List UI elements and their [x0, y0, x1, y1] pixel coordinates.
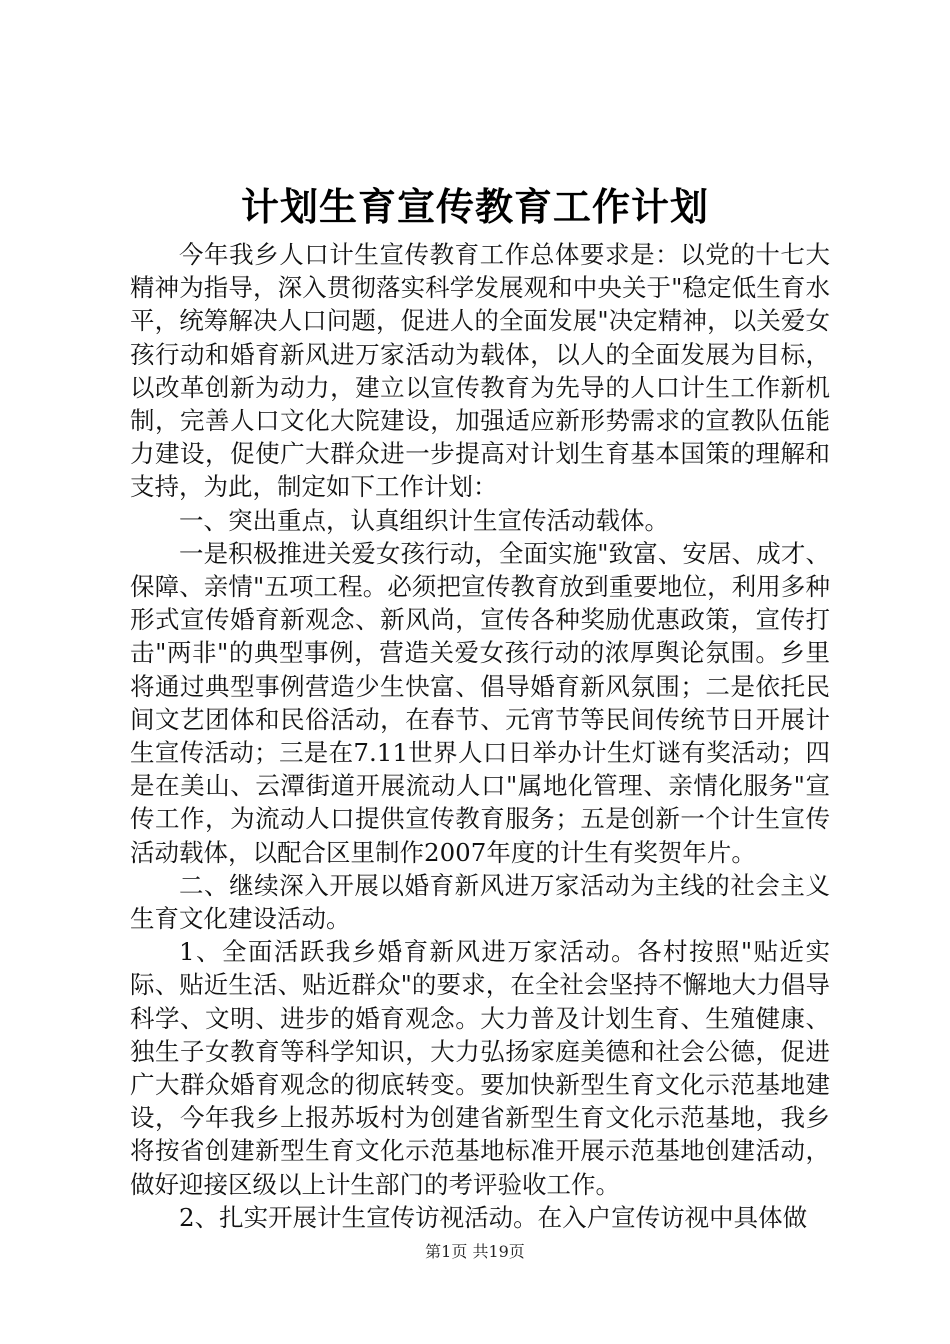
page-number-footer: 第1页 共19页	[425, 1242, 525, 1261]
paragraph: 今年我乡人口计生宣传教育工作总体要求是：以党的十七大精神为指导，深入贯彻落实科学发展观和中央关于"稳定低生育水平，统筹解决人口问题，促进人的全面发展"决定精神，以关爱女孩行动和婚育新风进万家活动为载体，以人的全面发展为目标，以改革创新为动力，建立以宣传教育为先导的人口计生工作新机制，完善人口文化大院建设，加强适应新形势需求的宣教队伍能力建设，促使广大群众进一步提高对计划生育基本国策的理解和支持，为此，制定如下工作计划：	[130, 240, 830, 502]
section-heading: 一、突出重点，认真组织计生宣传活动载体。	[179, 505, 669, 535]
document-title: 计划生育宣传教育工作计划	[240, 184, 709, 229]
paragraph: 2、扎实开展计生宣传访视活动。在入户宣传访视中具体做	[179, 1202, 808, 1232]
paragraph: 一是积极推进关爱女孩行动，全面实施"致富、安居、成才、保障、亲情"五项工程。必须把宣传教育放到重要地位，利用多种形式宣传婚育新观念、新风尚，宣传各种奖励优惠政策，宣传打击"两非"的典型事例，营造关爱女孩行动的浓厚舆论氛围。乡里将通过典型事例营造少生快富、倡导婚育新风氛围；二是依托民间文艺团体和民俗活动，在春节、元宵节等民间传统节日开展计生宣传活动；三是在7.11世界人口日举办计生灯谜有奖活动；四是在美山、云潭街道开展流动人口"属地化管理、亲情化服务"宣传工作，为流动人口提供宣传教育服务；五是创新一个计生宣传活动载体，以配合区里制作2007年度的计生有奖贺年片。	[130, 538, 830, 867]
paragraph: 1、全面活跃我乡婚育新风进万家活动。各村按照"贴近实际、贴近生活、贴近群众"的要求，在全社会坚持不懈地大力倡导科学、文明、进步的婚育观念。大力普及计划生育、生殖健康、独生子女教育等科学知识，大力弘扬家庭美德和社会公德，促进广大群众婚育观念的彻底转变。要加快新型生育文化示范基地建设，今年我乡上报苏坂村为创建省新型生育文化示范基地，我乡将按省创建新型生育文化示范基地标准开展示范基地创建活动，做好迎接区级以上计生部门的考评验收工作。	[130, 937, 830, 1199]
section-heading: 二、继续深入开展以婚育新风进万家活动为主线的社会主义生育文化建设活动。	[130, 870, 830, 934]
document-body	[130, 238, 830, 1234]
